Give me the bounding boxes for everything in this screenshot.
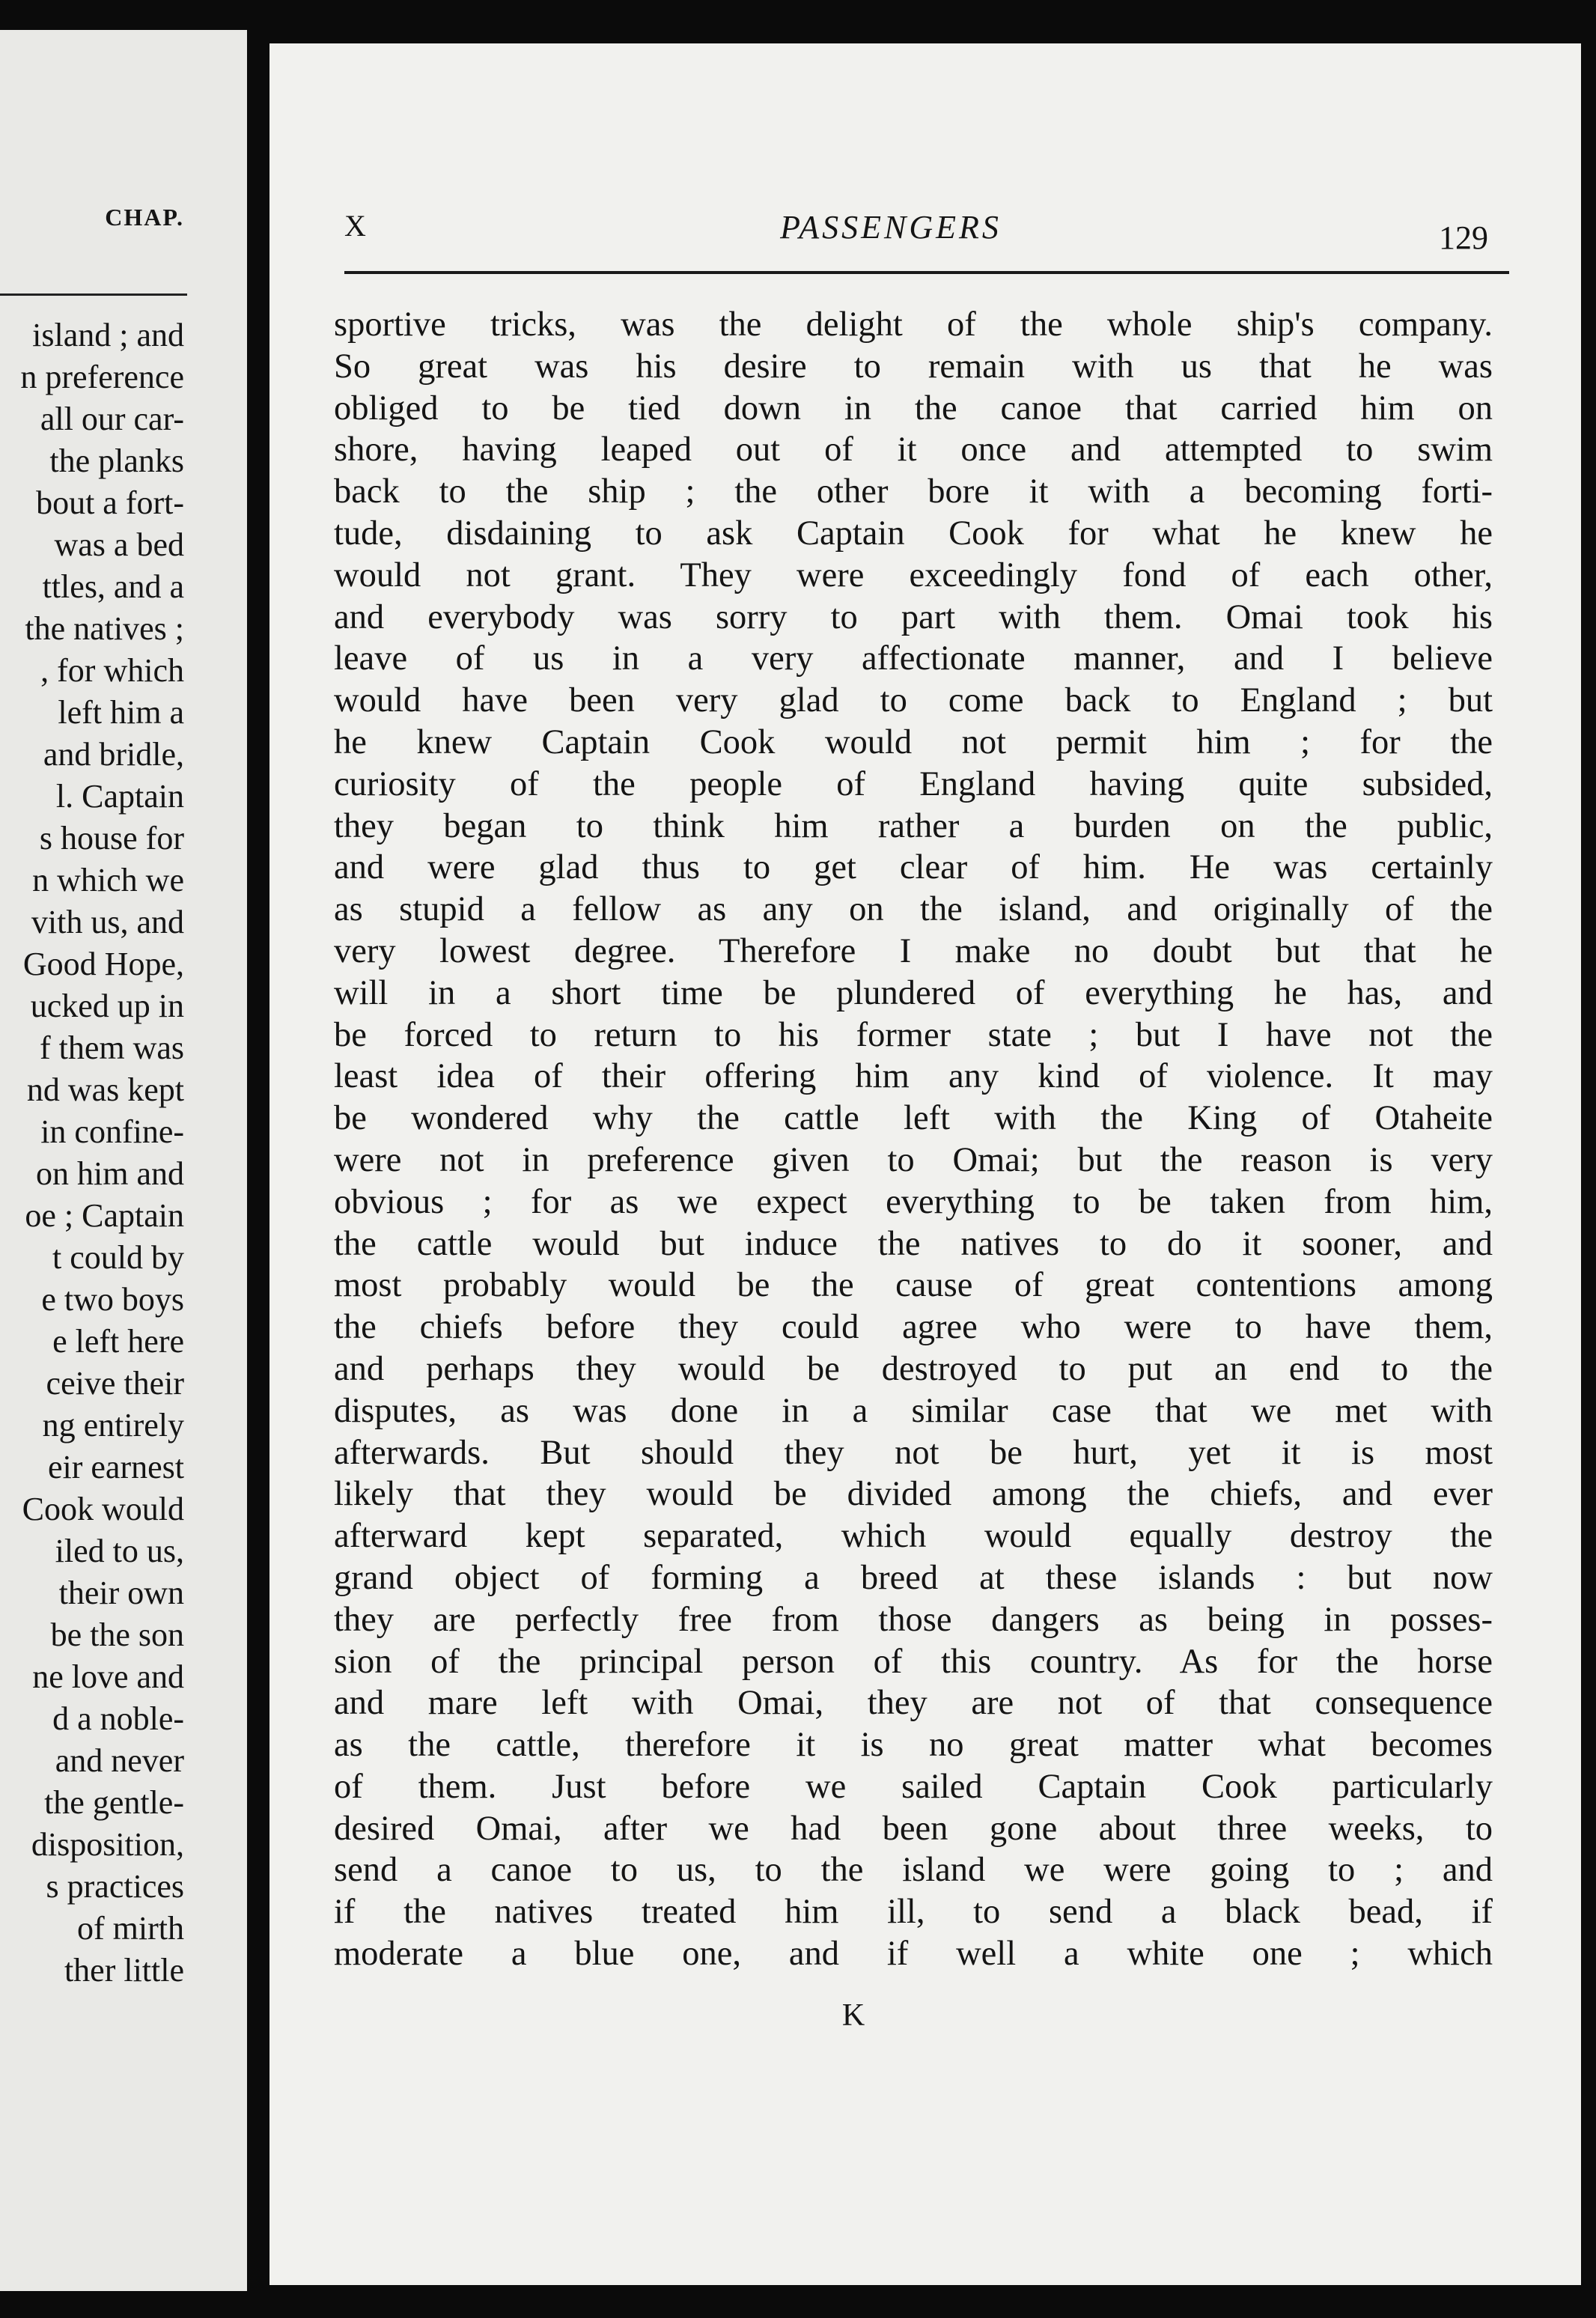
body-text-line: the chiefs before they could agree who were to have them, [334,1308,1493,1347]
running-title: PASSENGERS [780,209,1002,246]
body-text-line: send a canoe to us, to the island we were going to ; and [334,1851,1493,1890]
left-text-line: ceive their [46,1365,184,1402]
left-text-line: e left here [52,1323,184,1360]
body-text-line: be forced to return to his former state ; but I have not the [334,1015,1493,1054]
body-text-line: likely that they would be divided among the chiefs, and ever [334,1475,1493,1514]
left-text-line: in confine- [40,1113,184,1150]
body-text-line: sion of the principal person of this country. As for the horse [334,1642,1493,1681]
signature-mark: K [841,1998,865,2033]
left-text-line: their own [58,1575,184,1611]
left-text-line: n preference [20,359,184,395]
body-text-line: if the natives treated him ill, to send a black bead, if [334,1893,1493,1932]
body-text-line: leave of us in a very affectionate manner, and I believe [334,639,1493,678]
left-text-line: ttles, and a [42,568,184,605]
left-text-line: left him a [58,694,184,731]
body-text-line: tude, disdaining to ask Captain Cook for what he knew he [334,514,1493,553]
left-text-line: the natives ; [25,610,184,647]
left-text-line: ne love and [32,1658,184,1695]
body-text-line: least idea of their offering him any kind of violence. It may [334,1057,1493,1096]
left-page-text [20,314,184,1992]
left-text-line: all our car- [40,401,184,437]
left-text-line: vith us, and [31,904,184,940]
body-text-line: as stupid a fellow as any on the island, and originally of the [334,890,1493,929]
left-text-line: island ; and [32,317,184,353]
body-text-line: and were glad thus to get clear of him. He was certainly [334,848,1493,887]
body-text-line: be wondered why the cattle left with the King of Otaheite [334,1099,1493,1138]
left-text-line: was a bed [54,526,184,563]
body-text-line: curiosity of the people of England having quite subsided, [334,764,1493,803]
left-text-line: t could by [52,1239,184,1276]
left-page [0,30,247,2291]
body-text-line: very lowest degree. Therefore I make no doubt but that he [334,931,1493,970]
body-text-line: were not in preference given to Omai; but the reason is very [334,1140,1493,1179]
left-text-line: Good Hope, [22,946,184,982]
left-text-line: Cook would [22,1491,184,1527]
chapter-number: X [344,209,366,243]
body-text-line: sportive tricks, was the delight of the whole ship's company. [334,305,1493,344]
body-text-line: he knew Captain Cook would not permit him ; for the [334,723,1493,761]
body-text-line: So great was his desire to remain with us that he was [334,347,1493,386]
right-page [269,43,1581,2285]
left-text-line: iled to us, [55,1533,184,1569]
left-text-line: e two boys [41,1281,184,1318]
left-header-rule [0,293,187,296]
page-number: 129 [1439,219,1488,256]
header-rule [344,271,1509,274]
left-text-line: ther little [64,1952,184,1989]
left-text-line: and never [55,1742,184,1779]
body-text-line: as the cattle, therefore it is no great matter what becomes [334,1726,1493,1765]
left-text-line: the planks [49,442,184,479]
body-text-line: shore, having leaped out of it once and attempted to swim [334,431,1493,469]
body-text-line: desired Omai, after we had been gone about three weeks, to [334,1809,1493,1848]
body-text-line: obvious ; for as we expect everything to be taken from him, [334,1182,1493,1221]
left-text-line: the gentle- [44,1784,184,1821]
body-text-line: disputes, as was done in a similar case that we met with [334,1391,1493,1430]
left-text-line: eir earnest [48,1449,184,1485]
body-text-line: will in a short time be plundered of everything he has, and [334,973,1493,1012]
body-text-line: would not grant. They were exceedingly fond of each other, [334,556,1493,594]
body-text-line: moderate a blue one, and if well a white one ; which [334,1935,1493,1974]
body-text-line: afterward kept separated, which would equally destroy the [334,1517,1493,1556]
left-text-line: nd was kept [26,1071,184,1108]
body-text-line: they began to think him rather a burden on the public, [334,806,1493,845]
body-text-line: afterwards. But should they not be hurt, yet it is most [334,1433,1493,1472]
body-text-line: and perhaps they would be destroyed to put an end to the [334,1349,1493,1388]
body-text-line: they are perfectly free from those dangers as being in posses- [334,1600,1493,1639]
left-text-line: d a noble- [52,1700,184,1737]
left-text-line: s house for [39,820,184,857]
left-text-line: l. Captain [55,778,184,815]
body-text [334,304,1493,1975]
left-text-line: be the son [50,1616,184,1653]
left-text-line: oe ; Captain [25,1197,184,1234]
left-text-line: and bridle, [43,736,184,773]
left-text-line: , for which [40,652,184,689]
left-text-line: ng entirely [42,1407,184,1444]
body-text-line: and everybody was sorry to part with them. Omai took his [334,597,1493,636]
body-text-line: back to the ship ; the other bore it with a becoming forti- [334,472,1493,511]
left-text-line: f them was [39,1029,184,1066]
body-text-line: of them. Just before we sailed Captain Cook particularly [334,1767,1493,1806]
body-text-line: would have been very glad to come back to England ; but [334,681,1493,720]
left-text-line: s practices [46,1868,184,1905]
body-text-line: grand object of forming a breed at these islands : but now [334,1558,1493,1597]
left-text-line: on him and [36,1155,184,1192]
left-chapter-label: CHAP. [105,204,184,231]
left-text-line: n which we [32,862,184,898]
body-text-line: obliged to be tied down in the canoe that carried him on [334,389,1493,428]
book-gutter [247,0,269,2318]
left-text-line: ucked up in [30,988,184,1024]
left-text-line: of mirth [77,1910,184,1947]
body-text-line: the cattle would but induce the natives to do it sooner, and [334,1224,1493,1263]
left-text-line: bout a fort- [36,484,184,521]
body-text-line: most probably would be the cause of great contentions among [334,1266,1493,1305]
body-text-line: and mare left with Omai, they are not of that consequence [334,1684,1493,1723]
left-text-line: disposition, [31,1826,184,1863]
